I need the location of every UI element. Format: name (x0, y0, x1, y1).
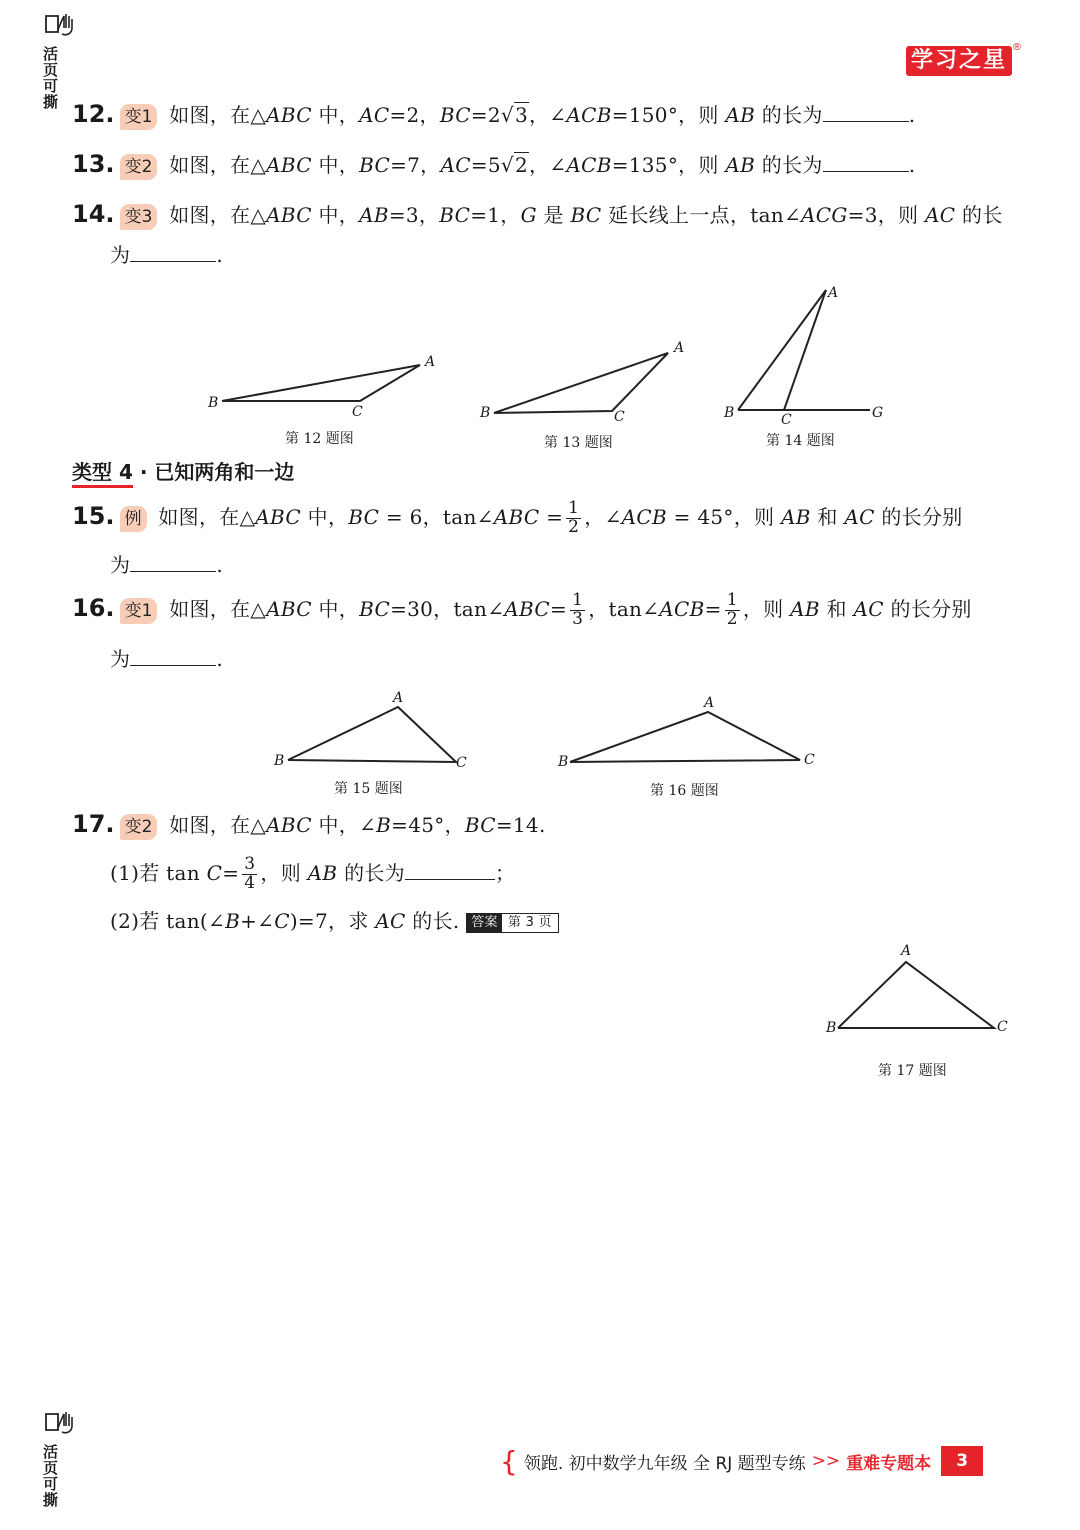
vertex-label-c: C (781, 412, 792, 428)
variant-tag: 变3 (120, 204, 158, 230)
question-text: 如图，在△ABC 中，BC=7，AC=5√2，∠ACB=135°，则 AB 的长为 . (169, 153, 916, 177)
figure-15-caption: 第 15 题图 (334, 781, 403, 797)
figures-row-2 (0, 690, 1080, 780)
vertex-label-a: A (704, 695, 715, 711)
tear-off-label: 活页可撕 (41, 1444, 59, 1508)
vertex-label-b: B (724, 405, 735, 421)
question-15-line2: 为 . (110, 553, 223, 577)
question-text: 如图，在△ABC 中，BC=30，tan∠ABC= $\frac{1}{3}$ ，tan∠ACB= $\frac{1}{2}$ ，则 AB 和 AC 的长分别 (169, 590, 972, 629)
vertex-label-b: B (826, 1020, 837, 1036)
hand-tear-icon (42, 1408, 76, 1436)
tear-off-tab-top (42, 10, 76, 110)
figure-17-caption: 第 17 题图 (878, 1063, 947, 1079)
triangle-13 (494, 353, 668, 413)
section-title: · 已知两角和一边 (139, 460, 295, 484)
series-title: 重难专题本 (846, 1453, 932, 1474)
question-number: 17. (72, 810, 115, 838)
tear-off-label: 活页可撕 (41, 46, 59, 110)
triangle-17 (838, 962, 994, 1028)
question-number: 16. (72, 593, 115, 622)
page-footer (500, 1444, 983, 1478)
question-text: 如图，在△ABC 中，BC = 6，tan∠ABC = $\frac{1}{2}$ ，∠ACB = 45°，则 AB 和 AC 的长分别 (158, 498, 963, 537)
figure-17 (0, 940, 1080, 1050)
triangle-15 (288, 707, 456, 762)
figure-14-caption: 第 14 题图 (766, 433, 835, 449)
page-number: 3 (941, 1446, 983, 1476)
answer-blank[interactable] (130, 551, 216, 572)
footer-brace: { (500, 1444, 518, 1478)
question-16 (72, 592, 972, 629)
triangle-12 (222, 365, 420, 401)
vertex-label-b: B (208, 395, 219, 411)
figures-row-1 (0, 280, 1080, 460)
answer-blank[interactable] (130, 241, 216, 262)
triangle-16 (570, 712, 800, 762)
question-14 (72, 200, 1003, 230)
question-number: 15. (72, 501, 115, 530)
vertex-label-c: C (997, 1019, 1008, 1035)
variant-tag: 变1 (120, 598, 158, 624)
vertex-label-a: A (425, 354, 436, 370)
question-13 (72, 150, 915, 180)
figure-12 (222, 365, 420, 401)
side-ac-14 (784, 290, 826, 410)
example-tag: 例 (120, 506, 147, 532)
figure-12-caption: 第 12 题图 (285, 431, 354, 447)
variant-tag: 变1 (120, 104, 158, 130)
fraction: $\frac{1}{3}$ (572, 590, 584, 629)
question-text: 如图，在△ABC 中，AB=3，BC=1，G 是 BC 延长线上一点，tan∠ACG=3，则 AC 的长 (169, 203, 1003, 227)
fraction: $\frac{3}{4}$ (244, 854, 256, 893)
question-14-line2: 为 . (110, 243, 223, 267)
registered-mark: ® (1012, 42, 1022, 53)
fraction: $\frac{1}{2}$ (726, 590, 738, 629)
question-number: 12. (72, 100, 115, 128)
section-heading (72, 456, 294, 488)
footer-arrow: >> (811, 1451, 841, 1471)
question-17-part-2: (2)若 tan(∠B+∠C)=7，求 AC 的长. 答案 第 3 页 (110, 906, 559, 936)
question-16-line2: 为 . (110, 647, 223, 671)
vertex-label-a: A (828, 285, 839, 301)
answer-blank[interactable] (405, 859, 495, 880)
side-ab-14 (738, 290, 826, 410)
figure-13-caption: 第 13 题图 (544, 435, 613, 451)
question-15 (72, 500, 963, 537)
question-number: 14. (72, 200, 115, 228)
figure-14 (738, 290, 870, 410)
figure-13 (494, 353, 668, 413)
answer-blank[interactable] (130, 645, 216, 666)
answer-reference[interactable]: 答案 第 3 页 (466, 913, 559, 933)
question-17 (72, 810, 546, 840)
vertex-label-c: C (614, 409, 625, 425)
vertex-label-g: G (872, 405, 884, 421)
variant-tag: 变2 (120, 814, 158, 840)
vertex-label-b: B (558, 754, 569, 770)
vertex-label-c: C (456, 755, 467, 771)
vertex-label-c: C (804, 752, 815, 768)
question-text: 如图，在△ABC 中，∠B=45°，BC=14. (169, 813, 546, 837)
figure-16-caption: 第 16 题图 (650, 783, 719, 799)
vertex-label-a: A (393, 690, 404, 706)
question-12 (72, 100, 915, 130)
book-title: 领跑. 初中数学九年级 全 RJ 题型专练 (523, 1453, 806, 1474)
question-text: 如图，在△ABC 中，AC=2，BC=2√3，∠ACB=150°，则 AB 的长为 . (169, 103, 916, 127)
vertex-label-b: B (480, 405, 491, 421)
hand-tear-icon (42, 10, 76, 38)
section-type-label: 类型 4 (72, 456, 133, 488)
vertex-label-a: A (901, 943, 912, 959)
vertex-label-a: A (674, 340, 685, 356)
answer-blank[interactable] (823, 151, 909, 172)
fraction: $\frac{1}{2}$ (568, 498, 580, 537)
brand-logo: 学习之星 (906, 46, 1012, 76)
tear-off-tab-bottom (42, 1408, 76, 1508)
variant-tag: 变2 (120, 154, 158, 180)
answer-blank[interactable] (823, 101, 909, 122)
question-17-part-1: (1)若 tan C= $\frac{3}{4}$ ，则 AB 的长为 ； (110, 854, 516, 893)
question-number: 13. (72, 150, 115, 178)
vertex-label-c: C (352, 404, 363, 420)
vertex-label-b: B (274, 753, 285, 769)
